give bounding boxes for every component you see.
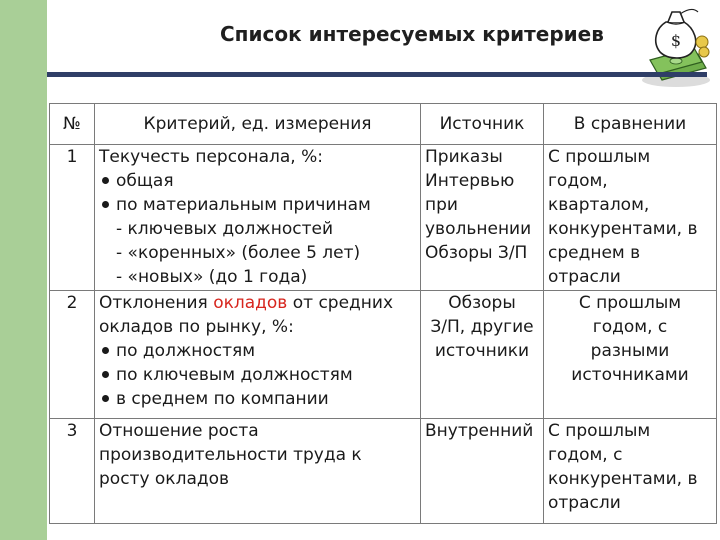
sub-item: - «коренных» (более 5 лет)	[116, 243, 361, 263]
bullet-icon	[102, 347, 109, 354]
highlighted-word: окладов	[213, 293, 288, 313]
comparison-line: С прошлым	[578, 293, 682, 313]
source-line: Приказы	[425, 147, 503, 167]
source-cell	[421, 291, 544, 419]
comparison-cell	[544, 419, 717, 524]
bullet-icon	[102, 371, 109, 378]
table-row	[50, 419, 717, 524]
comparison-line: отрасли	[548, 267, 621, 287]
criterion-line: росту окладов	[99, 469, 230, 489]
source-cell	[421, 419, 544, 524]
bullet-icon	[102, 201, 109, 208]
criterion-cell	[95, 419, 421, 524]
bullet-icon	[102, 395, 109, 402]
header-criterion: Критерий, ед. измерения	[95, 104, 421, 145]
comparison-line: источниками	[571, 365, 689, 385]
comparison-line: конкурентами, в	[548, 219, 698, 239]
criterion-cell	[95, 145, 421, 291]
header-source: Источник	[421, 104, 544, 145]
row-number: 1	[50, 145, 95, 291]
source-line: З/П, другие	[430, 317, 534, 337]
comparison-line: разными	[590, 341, 670, 361]
criterion-title-line2: окладов по рынку, %:	[99, 317, 294, 337]
source-line: увольнении	[425, 219, 532, 239]
source-cell	[421, 145, 544, 291]
list-item: общая	[99, 169, 416, 193]
comparison-line: кварталом,	[548, 195, 650, 215]
row-number: 2	[50, 291, 95, 419]
comparison-line: среднем в	[548, 243, 641, 263]
comparison-line: годом, с	[592, 317, 668, 337]
sub-item: - «новых» (до 1 года)	[116, 267, 308, 287]
svg-text:$: $	[670, 31, 682, 50]
criterion-title: Текучесть персонала, %:	[99, 147, 323, 167]
list-item: по ключевым должностям	[99, 363, 416, 387]
criteria-table	[49, 103, 717, 524]
criterion-line: Отношение роста	[99, 421, 259, 441]
comparison-cell	[544, 145, 717, 291]
page-title: Список интересуемых критериев	[220, 22, 604, 46]
comparison-line: годом, с	[548, 445, 623, 465]
source-line: источники	[434, 341, 530, 361]
source-line: Обзоры З/П	[425, 243, 528, 263]
source-line: Интервью	[425, 171, 515, 191]
table-header-row	[50, 104, 717, 145]
source-line: Обзоры	[448, 293, 516, 313]
comparison-line: отрасли	[548, 493, 621, 513]
comparison-cell	[544, 291, 717, 419]
header-num: №	[50, 104, 95, 145]
comparison-line: С прошлым	[548, 147, 651, 167]
title-divider	[47, 72, 707, 77]
table-row	[50, 145, 717, 291]
list-item: в среднем по компании	[99, 387, 416, 411]
comparison-line: годом,	[548, 171, 608, 191]
comparison-line: конкурентами, в	[548, 469, 698, 489]
criterion-line: производительности труда к	[99, 445, 362, 465]
comparison-line: С прошлым	[548, 421, 651, 441]
criterion-title: Отклонения окладов от средних	[99, 293, 394, 313]
row-number: 3	[50, 419, 95, 524]
list-item: по материальным причинам	[99, 193, 416, 217]
source-line: Внутренний	[425, 421, 534, 441]
criterion-cell	[95, 291, 421, 419]
bullet-icon	[102, 177, 109, 184]
source-line: при	[425, 195, 458, 215]
header-comparison: В сравнении	[544, 104, 717, 145]
list-item: по должностям	[99, 339, 416, 363]
sub-item: - ключевых должностей	[116, 219, 333, 239]
sidebar-stripe	[0, 0, 47, 540]
table-row	[50, 291, 717, 419]
